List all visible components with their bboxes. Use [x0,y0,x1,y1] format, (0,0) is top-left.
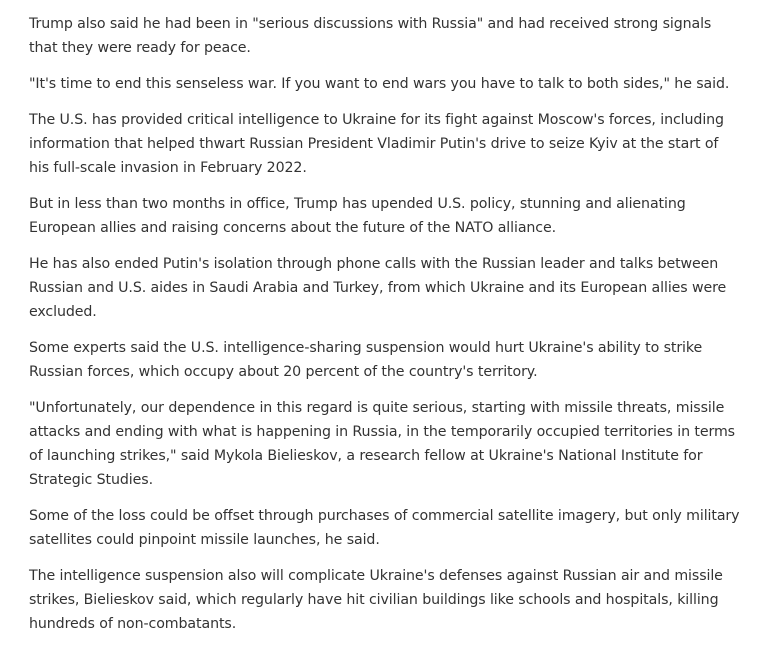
article-paragraph: The intelligence suspension also will complicate Ukraine's defenses against Russian air and missile strikes, Bielieskov said, which regularly have hit civilian buildings like schools and hospitals, killing hundreds of non-combatants. [29,568,723,632]
article-paragraph: "It's time to end this senseless war. If you want to end wars you have to talk to both sides," he said. [29,76,730,92]
article-paragraph: "Unfortunately, our dependence in this regard is quite serious, starting with missile threats, missile attacks and ending with what is happening in Russia, in the temporarily occupied territories in terms of launching strikes," said Mykola Bielieskov, a research fellow at Ukraine's National Institute for Strategic Studies. [29,400,735,488]
article-paragraph: Some of the loss could be offset through purchases of commercial satellite imagery, but only military satellites could pinpoint missile launches, he said. [29,508,740,548]
article-paragraph: Trump also said he had been in "serious discussions with Russia" and had received strong signals that they were ready for peace. [29,16,712,56]
article-body [29,12,741,648]
article-paragraph: But in less than two months in office, Trump has upended U.S. policy, stunning and alienating European allies and raising concerns about the future of the NATO alliance. [29,196,686,236]
article-paragraph: He has also ended Putin's isolation through phone calls with the Russian leader and talks between Russian and U.S. aides in Saudi Arabia and Turkey, from which Ukraine and its European allies were excluded. [29,256,727,320]
article-paragraph: The U.S. has provided critical intelligence to Ukraine for its fight against Moscow's forces, including information that helped thwart Russian President Vladimir Putin's drive to seize Kyiv at the start of his full-scale invasion in February 2022. [29,112,724,176]
article-paragraph: Some experts said the U.S. intelligence-sharing suspension would hurt Ukraine's ability to strike Russian forces, which occupy about 20 percent of the country's territory. [29,340,703,380]
